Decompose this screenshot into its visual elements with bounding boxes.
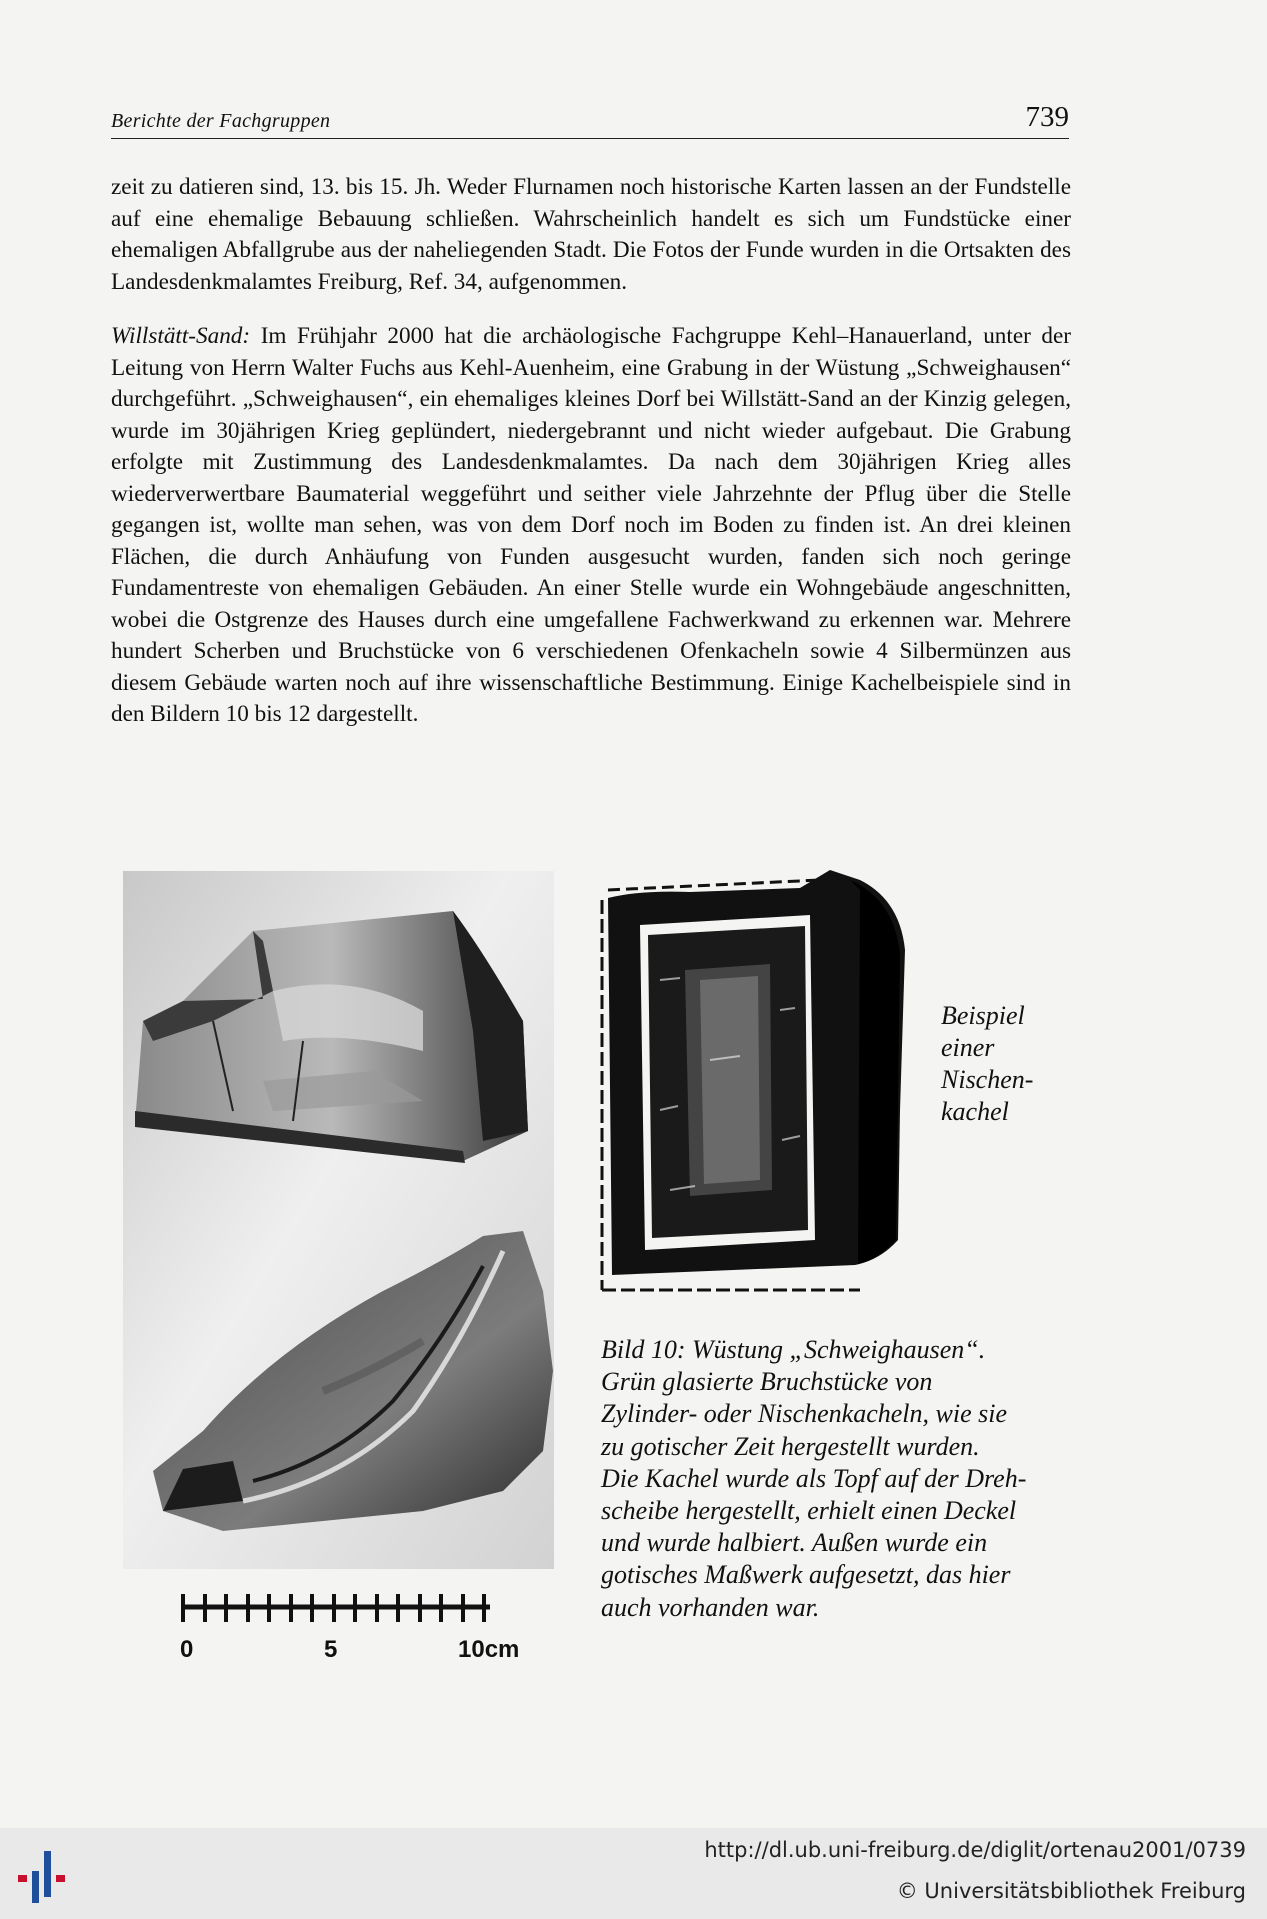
scale-label-10cm: 10cm — [458, 1636, 520, 1663]
side-label-line: kachel — [941, 1097, 1009, 1126]
running-header — [111, 101, 1069, 139]
side-label-line: Nischen- — [941, 1065, 1034, 1094]
caption-line: Die Kachel wurde als Topf auf der Dreh- — [601, 1463, 1027, 1493]
side-label-line: Beispiel — [941, 1001, 1025, 1030]
paragraph-1: zeit zu datieren sind, 13. bis 15. Jh. Weder Flurnamen noch historische Karten lassen an der Fundstelle auf eine ehemalige Bebauung schließen. Wahrscheinlich handelt es sich um Fundstücke einer ehemaligen Abfallgrube aus der naheliegenden Stadt. Die Fotos der Funde wurden in die Ortsakten des Landesdenkmalamtes Freiburg, Ref. 34, aufgenommen. — [111, 174, 1071, 295]
page-number: 739 — [1025, 101, 1069, 133]
caption-line: scheibe hergestellt, erhielt einen Deckel — [601, 1496, 1017, 1526]
caption-line: zu gotischer Zeit hergestellt wurden. — [601, 1431, 980, 1461]
copyright-notice: © Universitätsbibliothek Freiburg — [896, 1879, 1246, 1903]
tile-fragments-photo — [123, 871, 554, 1569]
library-logo-icon — [18, 1849, 78, 1909]
caption-line: auch vorhanden war. — [601, 1592, 820, 1622]
figure-caption — [601, 1334, 1081, 1624]
side-label-line: einer — [941, 1033, 995, 1062]
figure-side-label — [941, 1000, 1033, 1128]
caption-line: und wurde halbiert. Außen wurde ein — [601, 1528, 988, 1558]
caption-line: gotisches Maßwerk aufgesetzt, das hier — [601, 1560, 1011, 1590]
niche-tile-drawing — [600, 860, 920, 1300]
permalink-url[interactable]: http://dl.ub.uni-freiburg.de/diglit/ortenau2001/0739 — [704, 1838, 1246, 1862]
scale-label-0: 0 — [180, 1636, 194, 1663]
caption-line: Zylinder- oder Nischenkacheln, wie sie — [601, 1399, 1007, 1429]
paragraph-2-text: Im Frühjahr 2000 hat die archäologische Fachgruppe Kehl–Hanauerland, unter der Leitung von Herrn Walter Fuchs aus Kehl-Auenheim, eine Grabung in der Wüstung „Schweighausen“ durchgeführt. „Schweighausen“, ein ehemaliges kleines Dorf bei Willstätt-Sand an der Kinzig gelegen, wurde im 30jährigen Krieg geplündert, niedergebrannt und nicht wieder aufgebaut. Die Grabung erfolgte mit Zustimmung des Landesdenkmalamtes. Da nach dem 30jährigen Krieg alles wiederverwertbare Baumaterial weggeführt und seither viele Jahrzehnte der Pflug über die Stelle gegangen ist, wollte man sehen, was von dem Dorf noch im Boden zu finden ist. An drei kleinen Flächen, die durch Anhäufung von Funden ausgesucht wurden, fanden sich noch geringe Fundamentreste von ehemaligen Gebäuden. An einer Stelle wurde ein Wohngebäude angeschnitten, wobei die Ostgrenze des Hauses durch eine umgefallene Fachwerkwand zu erkennen war. Mehrere hundert Scherben und Bruchstücke von 6 verschiedenen Ofenkacheln sowie 4 Silbermünzen aus diesem Gebäude warten noch auf ihre wissenschaftliche Bestimmung. Einige Kachelbeispiele sind in den Bildern 10 bis 12 dargestellt. — [111, 323, 1072, 727]
running-title: Berichte der Fachgruppen — [111, 110, 331, 132]
caption-line: Grün glasierte Bruchstücke von — [601, 1367, 933, 1397]
paragraph-2-lead: Willstätt-Sand: — [111, 323, 251, 349]
scale-label-5: 5 — [324, 1636, 338, 1663]
caption-line: Bild 10: Wüstung „Schweighausen“. — [601, 1335, 986, 1364]
scale-bar — [180, 1590, 520, 1665]
paragraph-2 — [111, 321, 1071, 731]
